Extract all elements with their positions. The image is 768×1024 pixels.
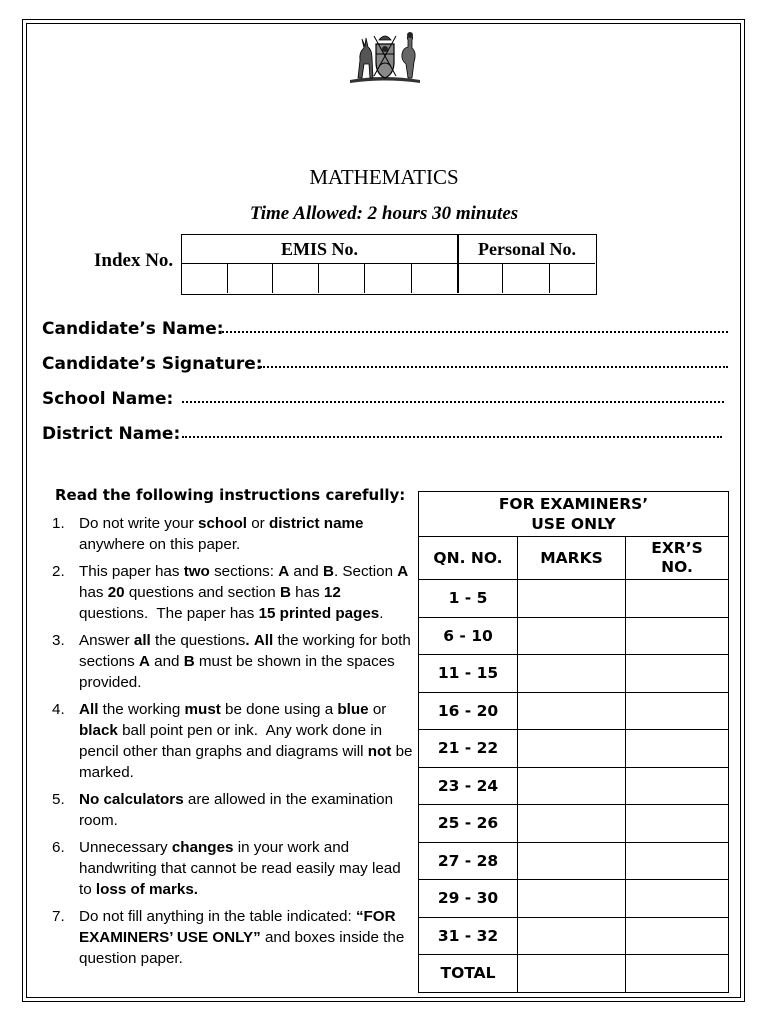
instruction-item (52, 699, 414, 783)
instructions-heading: Read the following instructions carefully: (55, 486, 406, 504)
district-name-line[interactable] (182, 436, 722, 438)
district-name-label: District Name: (42, 424, 181, 444)
subject-title: MATHEMATICS (309, 165, 459, 189)
index-number-label: Index No. (94, 250, 174, 271)
school-name-field[interactable] (42, 389, 732, 409)
instructions-list (52, 513, 414, 975)
examiner-number-cell[interactable] (626, 767, 729, 805)
emis-digit-box[interactable] (228, 264, 273, 293)
instruction-item (52, 561, 414, 624)
marks-cell[interactable] (518, 655, 626, 693)
candidate-signature-label: Candidate’s Signature: (42, 354, 263, 374)
question-range-row (419, 692, 729, 730)
instruction-text: Do not write your school or district name anywhere on this paper. (79, 515, 364, 553)
qn-no-header: QN. NO. (419, 537, 518, 580)
question-range-row (419, 730, 729, 768)
question-range-cell: 29 - 30 (419, 880, 518, 918)
examiner-number-cell[interactable] (626, 917, 729, 955)
examiners-use-table (418, 491, 729, 993)
total-row (419, 955, 729, 993)
emis-digit-box[interactable] (273, 264, 319, 293)
district-name-field[interactable] (42, 424, 732, 444)
examiner-number-cell[interactable] (626, 655, 729, 693)
instruction-text: No calculators are allowed in the examination room. (79, 791, 394, 829)
personal-digit-box[interactable] (550, 264, 595, 293)
school-name-label: School Name: (42, 389, 174, 409)
examiner-number-cell[interactable] (626, 805, 729, 843)
examiner-number-cell[interactable] (626, 692, 729, 730)
question-range-cell: 31 - 32 (419, 917, 518, 955)
marks-header: MARKS (518, 537, 626, 580)
emis-digit-box[interactable] (182, 264, 228, 293)
examiner-number-cell[interactable] (626, 955, 729, 993)
question-range-row (419, 842, 729, 880)
question-range-row (419, 917, 729, 955)
question-range-cell: 21 - 22 (419, 730, 518, 768)
candidate-name-line[interactable] (222, 331, 728, 333)
emis-digit-box[interactable] (319, 264, 365, 293)
question-range-cell: 1 - 5 (419, 580, 518, 618)
personal-digit-box[interactable] (503, 264, 550, 293)
question-range-cell: 23 - 24 (419, 767, 518, 805)
question-range-row (419, 767, 729, 805)
exr-header-line-2: NO. (661, 558, 693, 576)
candidate-signature-field[interactable] (42, 354, 732, 374)
examiner-number-cell[interactable] (626, 617, 729, 655)
instruction-text: Answer all the questions. All the working for both sections A and B must be shown in the spaces provided. (79, 632, 411, 691)
question-range-row (419, 580, 729, 618)
instruction-item (52, 789, 414, 831)
question-range-cell: TOTAL (419, 955, 518, 993)
question-range-row (419, 880, 729, 918)
time-allowed: Time Allowed: 2 hours 30 minutes (249, 203, 519, 224)
personal-number-header: Personal No. (459, 235, 595, 264)
instruction-number: 4. (52, 701, 65, 718)
marks-cell[interactable] (518, 617, 626, 655)
examiner-number-cell[interactable] (626, 730, 729, 768)
instruction-item (52, 513, 414, 555)
question-range-cell: 27 - 28 (419, 842, 518, 880)
marks-cell[interactable] (518, 805, 626, 843)
question-range-row (419, 655, 729, 693)
index-number-grid (181, 234, 597, 295)
emis-number-header: EMIS No. (182, 235, 459, 264)
instruction-number: 7. (52, 908, 65, 925)
instruction-text: Do not fill anything in the table indicated: “FOR EXAMINERS’ USE ONLY” and boxes inside the question paper. (79, 908, 405, 967)
marks-cell[interactable] (518, 580, 626, 618)
instruction-text: This paper has two sections: A and B. Section A has 20 questions and section B has 12 questions. The paper has 15 printed pages. (79, 563, 409, 622)
marks-cell[interactable] (518, 692, 626, 730)
examiners-title-line-2: USE ONLY (531, 515, 616, 533)
examiner-number-cell[interactable] (626, 580, 729, 618)
question-range-cell: 16 - 20 (419, 692, 518, 730)
question-range-cell: 25 - 26 (419, 805, 518, 843)
marks-cell[interactable] (518, 880, 626, 918)
coat-of-arms-emblem (346, 30, 424, 86)
marks-cell[interactable] (518, 730, 626, 768)
question-range-cell: 6 - 10 (419, 617, 518, 655)
marks-cell[interactable] (518, 767, 626, 805)
instruction-number: 1. (52, 515, 65, 532)
question-range-row (419, 617, 729, 655)
instruction-item (52, 837, 414, 900)
examiners-title-line-1: FOR EXAMINERS’ (498, 495, 649, 513)
instruction-text: Unnecessary changes in your work and handwriting that cannot be read easily may lead to loss of marks. (79, 839, 401, 898)
examiner-number-cell[interactable] (626, 880, 729, 918)
marks-cell[interactable] (518, 842, 626, 880)
examiner-number-cell[interactable] (626, 842, 729, 880)
instruction-number: 2. (52, 563, 65, 580)
instruction-text: All the working must be done using a blue or black ball point pen or ink. Any work done in pencil other than graphs and diagrams will not be marked. (79, 701, 413, 781)
instruction-number: 3. (52, 632, 65, 649)
instruction-item (52, 630, 414, 693)
candidate-name-label: Candidate’s Name: (42, 319, 224, 339)
examiners-table-title (419, 492, 729, 537)
school-name-line[interactable] (182, 401, 724, 403)
marks-cell[interactable] (518, 917, 626, 955)
instruction-number: 5. (52, 791, 65, 808)
question-range-cell: 11 - 15 (419, 655, 518, 693)
question-range-row (419, 805, 729, 843)
emis-digit-box[interactable] (412, 264, 459, 293)
candidate-signature-line[interactable] (260, 366, 728, 368)
marks-cell[interactable] (518, 955, 626, 993)
personal-digit-box[interactable] (459, 264, 503, 293)
exr-no-header (626, 537, 729, 580)
exr-header-line-1: EXR’S (651, 539, 703, 557)
instruction-item (52, 906, 414, 969)
emis-digit-box[interactable] (365, 264, 412, 293)
candidate-name-field[interactable] (42, 319, 732, 339)
instruction-number: 6. (52, 839, 65, 856)
